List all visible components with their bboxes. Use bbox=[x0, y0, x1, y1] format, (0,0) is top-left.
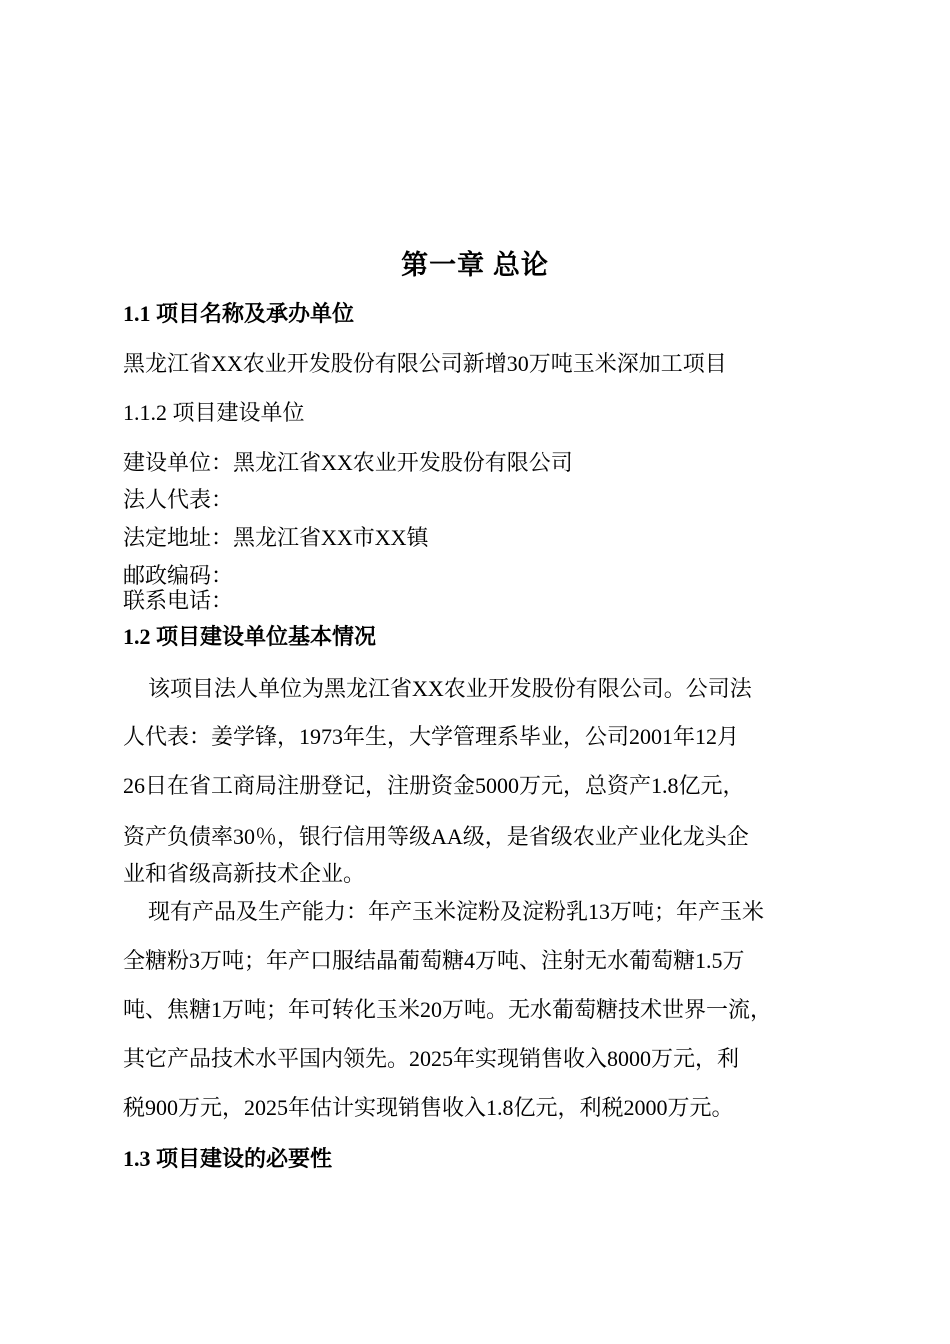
paragraph2-line: 其它产品技术水平国内领先。2025年实现销售收入8000万元，利 bbox=[123, 1046, 740, 1071]
section-1-2-heading: 1.2 项目建设单位基本情况 bbox=[123, 624, 377, 649]
field-contact-phone: 联系电话： bbox=[123, 588, 234, 613]
paragraph1-line: 该项目法人单位为黑龙江省XX农业开发股份有限公司。公司法 bbox=[148, 676, 752, 701]
paragraph1-line: 业和省级高新技术企业。 bbox=[123, 861, 366, 886]
paragraph1-line: 人代表：姜学锋，1973年生，大学管理系毕业，公司2001年12月 bbox=[123, 724, 740, 749]
paragraph1-line: 26日在省工商局注册登记，注册资金5000万元，总资产1.8亿元， bbox=[123, 773, 745, 798]
project-name: 黑龙江省XX农业开发股份有限公司新增30万吨玉米深加工项目 bbox=[123, 351, 727, 376]
paragraph2-line: 税900万元，2025年估计实现销售收入1.8亿元，利税2000万元。 bbox=[123, 1095, 734, 1120]
field-legal-address: 法定地址：黑龙江省XX市XX镇 bbox=[123, 525, 429, 550]
field-legal-representative: 法人代表： bbox=[123, 487, 234, 512]
section-1-1-2-heading: 1.1.2 项目建设单位 bbox=[123, 400, 305, 425]
field-postal-code: 邮政编码： bbox=[123, 563, 234, 588]
section-1-1-heading: 1.1 项目名称及承办单位 bbox=[123, 301, 355, 326]
paragraph2-line: 现有产品及生产能力：年产玉米淀粉及淀粉乳13万吨；年产玉米 bbox=[148, 899, 765, 924]
paragraph2-line: 全糖粉3万吨；年产口服结晶葡萄糖4万吨、注射无水葡萄糖1.5万 bbox=[123, 948, 745, 973]
field-construction-unit: 建设单位：黑龙江省XX农业开发股份有限公司 bbox=[123, 450, 573, 475]
chapter-title: 第一章 总论 bbox=[401, 250, 549, 280]
paragraph2-line: 吨、焦糖1万吨；年可转化玉米20万吨。无水葡萄糖技术世界一流， bbox=[123, 997, 773, 1022]
paragraph1-line: 资产负债率30％，银行信用等级AA级，是省级农业产业化龙头企 bbox=[123, 824, 749, 849]
section-1-3-heading: 1.3 项目建设的必要性 bbox=[123, 1146, 333, 1171]
